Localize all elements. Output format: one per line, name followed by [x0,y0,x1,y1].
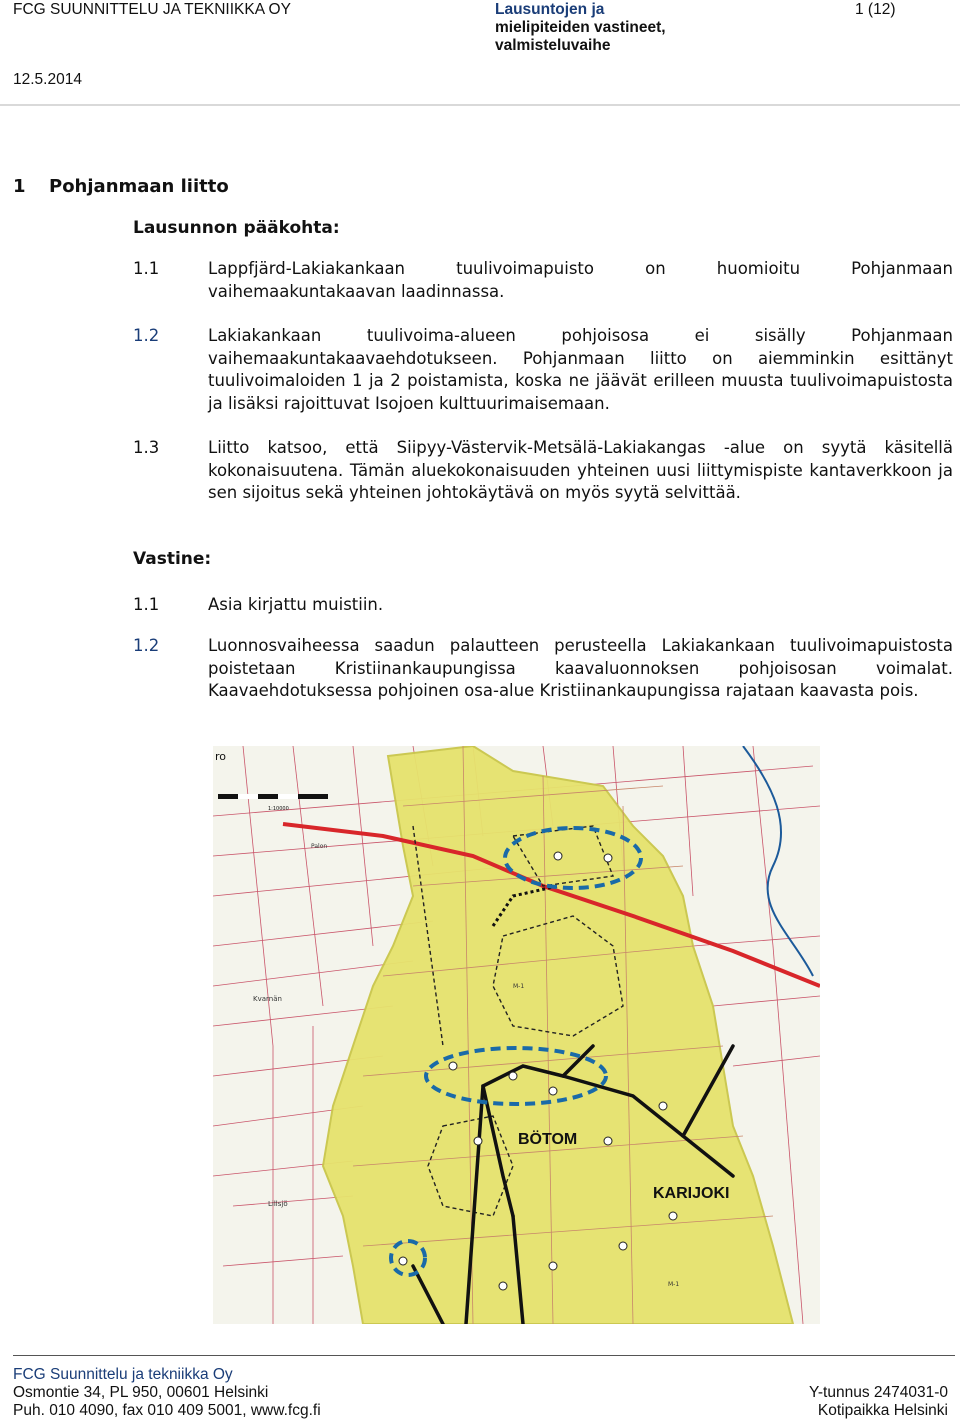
response-item-text: Asia kirjattu muistiin. [208,595,384,614]
map-corner-label: ro [215,750,227,763]
statement-heading: Lausunnon pääkohta: [133,218,340,238]
header-date: 12.5.2014 [13,71,82,88]
header-title-line-2: mielipiteiden vastineet, [495,19,666,36]
header-page-number: 1 (12) [855,1,896,18]
map-scale-text: 1:10000 [268,806,289,812]
statement-item-number: 1.1 [133,259,160,278]
section-heading [13,176,229,197]
zoning-map [213,746,820,1324]
header-title-line-3: valmisteluvaihe [495,37,611,54]
response-item-number: 1.2 [133,636,160,655]
map-label-palon: Palon [311,843,328,850]
statement-item-text: Lappfjärd-Lakiakankaan tuulivoimapuisto on huomioitu Pohjanmaan vaihemaakuntakaavan laadinnassa. [208,259,953,301]
footer-contact: Puh. 010 4090, fax 010 409 5001, www.fcg.fi [13,1402,321,1419]
map-label-botom: BÖTOM [518,1131,578,1148]
statement-item-text: Liitto katsoo, että Siipyy-Västervik-Metsälä-Lakiakangas -alue on syytä käsitellä kokonaisuutena. Tämän aluekokonaisuuden yhteinen uusi liittymispiste kantaverkkoon ja sen sijoitus sekä yhteinen johtokäytävä on myös syytä selvittää. [208,438,953,502]
map-label-kvarnan: Kvarnän [253,995,282,1003]
section-number: 1 [13,176,26,197]
header-divider [0,104,960,106]
statement-item-2 [133,325,953,415]
map-label-m1-south: M-1 [668,1281,680,1288]
section-title: Pohjanmaan liitto [49,176,229,197]
statement-item-3 [133,437,953,505]
response-heading: Vastine: [133,549,212,569]
map-label-karijoki: KARIJOKI [653,1185,730,1202]
response-item-1 [133,594,953,617]
statement-item-number: 1.3 [133,438,160,457]
response-item-text: Luonnosvaiheessa saadun palautteen perusteella Lakiakankaan tuulivoimapuistosta poistetaan Kristiinankaupungissa kaavaluonnoksen pohjoisosan voimalat. Kaavaehdotuksessa pohjoinen osa-alue Kristiinankaupungissa rajataan kaavasta pois. [208,636,953,700]
footer-address: Osmontie 34, PL 950, 00601 Helsinki [13,1384,269,1401]
response-item-number: 1.1 [133,595,160,614]
footer-divider [13,1355,955,1356]
statement-item-number: 1.2 [133,326,160,345]
footer-business-id: Y-tunnus 2474031-0 [808,1384,948,1401]
footer-company: FCG Suunnittelu ja tekniikka Oy [13,1366,233,1383]
statement-item-1 [133,258,953,303]
footer-domicile: Kotipaikka Helsinki [817,1402,948,1419]
header-title-line-1: Lausuntojen ja [495,1,605,18]
map-label-lillsjo: Lillsjö [268,1200,288,1208]
header-document-title [495,1,666,55]
statement-item-text: Lakiakankaan tuulivoima-alueen pohjoisosa ei sisälly Pohjanmaan vaihemaakuntakaavaehdotukseen. Pohjanmaan liitto on aiemminkin esittänyt tuulivoimaloiden 1 ja 2 poistamista, koska ne jäävät erilleen muusta tuulivoimapuistosta ja lisäksi rajoittuvat Isojoen kulttuurimaisemaan. [208,326,953,413]
header-company: FCG SUUNNITTELU JA TEKNIIKKA OY [13,1,291,18]
map-label-m1-north: M-1 [513,983,525,990]
response-item-2 [133,635,953,703]
